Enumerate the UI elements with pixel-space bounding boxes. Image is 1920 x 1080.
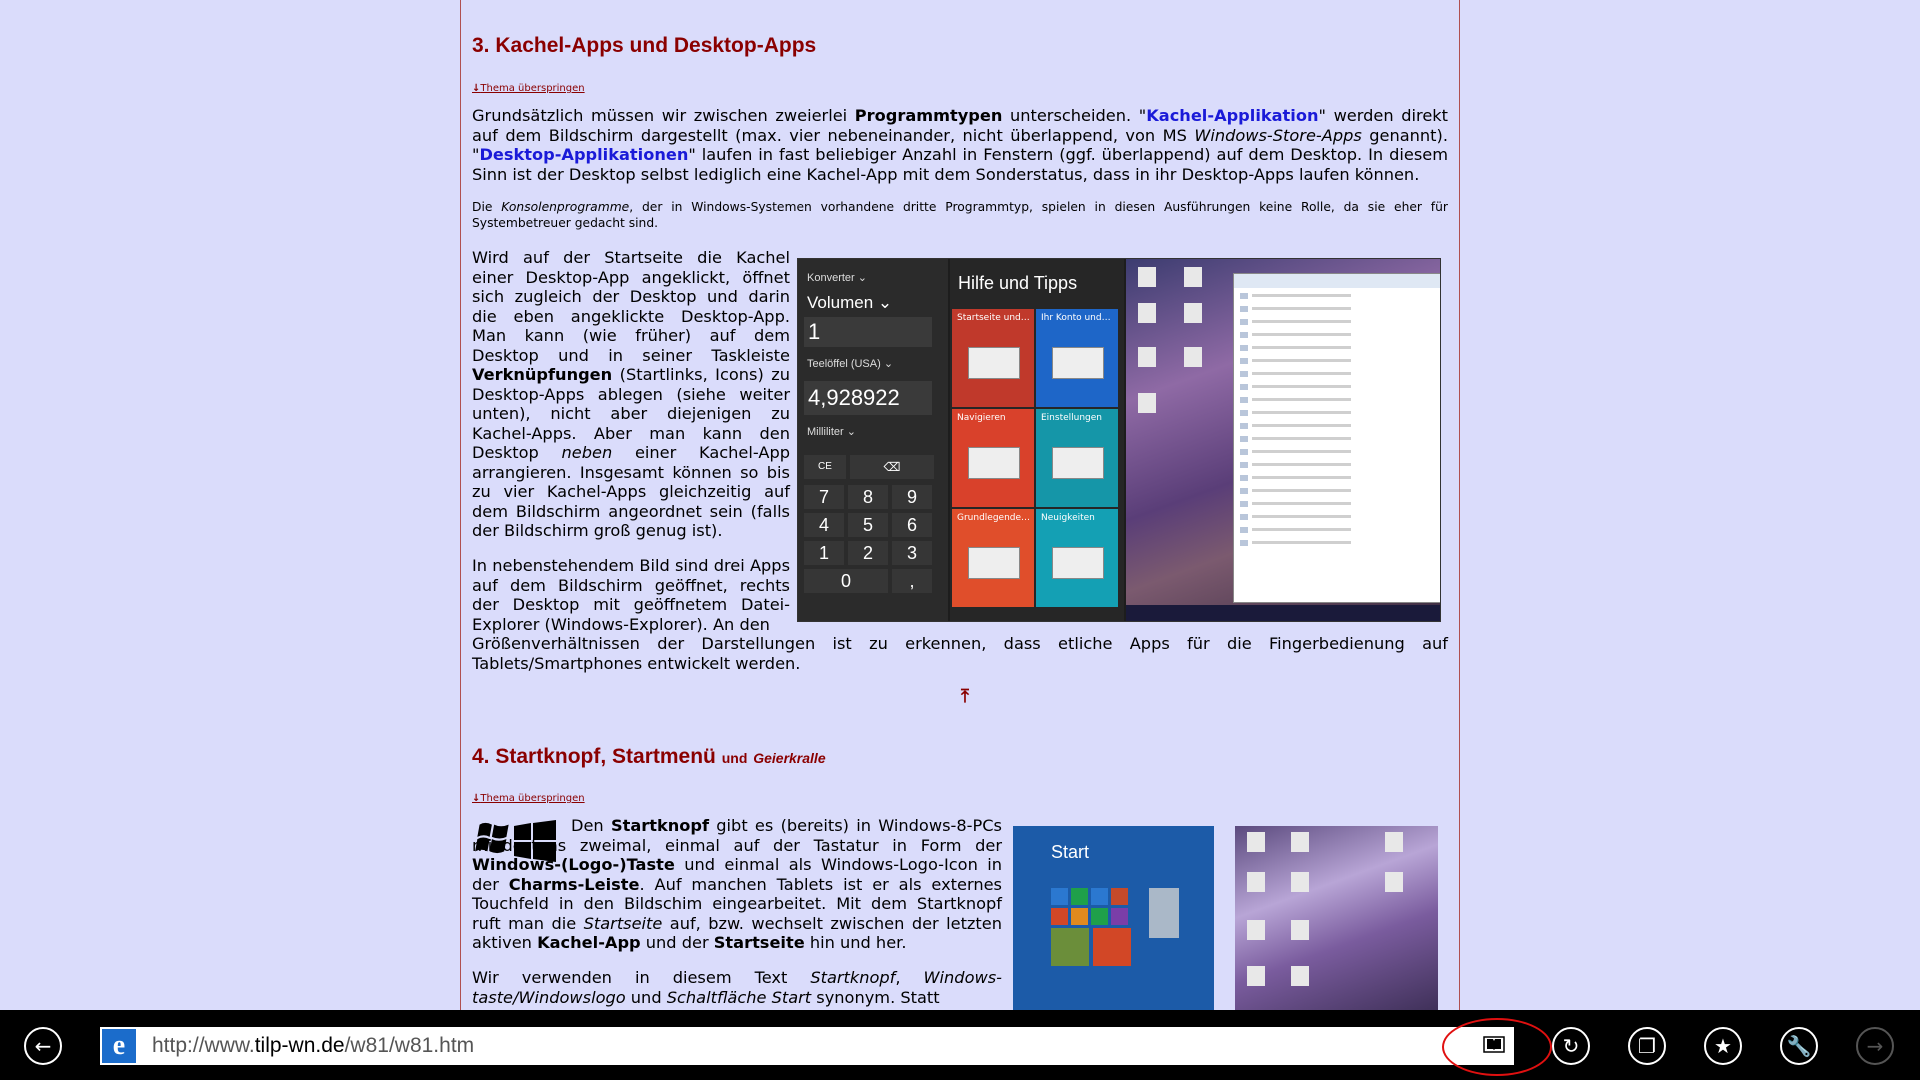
paragraph-synonyms: Wir verwenden in diesem Text Startknopf, Windows-taste/Windowslogo und Schaltfläche Start synonym. Statt (472, 968, 1003, 1007)
section-4-heading: 4. Startknopf, Startmenü und Geierkralle (472, 745, 826, 768)
paragraph-three-apps: In nebenstehendem Bild sind drei Apps auf dem Bildschirm geöffnet, rechts der Desktop mit geöffnetem Datei-Explorer (Windows-Explorer). An den (472, 556, 790, 634)
paragraph-program-types: Grundsätzlich müssen wir zwischen zweierlei Programmtypen unterscheiden. "Kachel-Applikation" werden direkt auf dem Bildschirm dargestellt (max. vier nebeneinander, nicht überlappend, von MS Windows-Store-Apps genannt). "Desktop-Applikationen" laufen in fast beliebiger Anzahl in Fenstern (ggf. überlappend) auf dem Desktop. In diesem Sinn ist der Desktop selbst lediglich eine Kachel-App mit dem Sonderstatus, dass in ihr Desktop-Apps laufen können. (472, 106, 1449, 184)
tabs-icon: ❐ (1638, 1034, 1656, 1058)
refresh-icon: ↻ (1562, 1034, 1580, 1058)
paragraph-console: Die Konsolenprogramme, der in Windows-Systemen vorhandene dritte Programmtyp, spielen in diesen Ausführungen keine Rolle, da sie eher für Systembetreuer gedacht sind. (472, 200, 1448, 230)
back-arrow-icon: ← (34, 1034, 52, 1058)
ie-logo-icon: e (102, 1029, 136, 1063)
skip-link-label[interactable]: Thema überspringen (480, 83, 585, 94)
favorites-button[interactable] (1704, 1027, 1742, 1065)
refresh-button[interactable] (1552, 1027, 1590, 1065)
forward-arrow-icon: → (1866, 1034, 1884, 1058)
skip-link-3[interactable] (472, 76, 1448, 95)
taskbar (1126, 605, 1440, 621)
web-page (460, 0, 1460, 1010)
section-4 (472, 745, 1448, 769)
url-text[interactable]: http://www.tilp-wn.de/w81/w81.htm (152, 1034, 475, 1057)
tabs-button[interactable] (1628, 1027, 1666, 1065)
apps-screenshot (797, 258, 1441, 622)
star-icon: ★ (1714, 1034, 1732, 1058)
desktop-app (1126, 259, 1440, 621)
down-arrow-icon: ↓ (472, 793, 481, 804)
paragraph-startknopf: Den Startknopf gibt es (bereits) in Windows-8-PCs mindestens zweimal, einmal auf der Tastatur in Form der Windows-(Logo-)Taste und einmal als Windows-Logo-Icon in der Charms-Leiste. Auf manchen Tablets ist er als externes Touchfeld in den Bildschim eingearbeitet. Mit dem Startknopf ruft man die Startseite auf, bzw. wechselt zwischen der letzten aktiven Kachel-App und der Startseite hin und her. (472, 816, 1002, 952)
forward-button[interactable] (1856, 1027, 1894, 1065)
paragraph-desktop-app: Wird auf der Startseite die Kachel einer Desktop-App angeklickt, öffnet sich zugleich der Desktop und darin die eben angeklickte Desktop-App. Man kann (wie früher) auf dem Desktop und in seiner Taskleiste Verknüpfungen (Startlinks, Icons) zu Desktop-Apps ablegen (siehe weiter unten), nicht aber diejenigen zu Kachel-Apps. Aber man kann den Desktop neben einer Kachel-App arrangieren. Insgesamt können so bis zu vier Kachel-Apps gleichzeitig auf dem Bildschirm angeordnet sein (falls der Bildschirm groß genug ist). (472, 248, 790, 540)
highlight-circle (1442, 1018, 1552, 1076)
calculator-app: Konverter ⌄ Volumen ⌄ 1 Teelöffel (USA) ⌄ 4,928922 Milliliter ⌄ CE ⌫ 7 8 9 4 5 6 1 2 3 0 , (798, 259, 948, 621)
skip-link-label[interactable]: Thema überspringen (480, 793, 585, 804)
help-tips-app: Hilfe und Tipps Startseite und… Ihr Konto und… Navigieren Einstellungen Grundlegende… Neuigkeiten (950, 259, 1124, 621)
paragraph-three-apps-cont: Größenverhältnissen der Darstellungen ist zu erkennen, dass etliche Apps für die Fingerbedienung auf Tablets/Smartphones entwickelt werden. (472, 634, 1448, 673)
kachel-applikation-link[interactable]: Kachel-Applikation (1146, 106, 1319, 125)
down-arrow-icon: ↓ (472, 83, 481, 94)
back-button[interactable] (24, 1027, 62, 1065)
desktop-applikationen-link[interactable]: Desktop-Applikationen (479, 145, 689, 164)
wrench-icon: 🔧 (1786, 1034, 1812, 1058)
section-3-heading: 3. Kachel-Apps und Desktop-Apps (472, 34, 817, 57)
page-tools-button[interactable] (1780, 1027, 1818, 1065)
address-bar[interactable] (100, 1027, 1514, 1065)
file-explorer-window (1233, 273, 1441, 603)
skip-link-4[interactable] (472, 786, 1448, 805)
desktop-screenshot (1235, 826, 1438, 1010)
start-screen-screenshot: Start (1013, 826, 1214, 1010)
section-3 (472, 34, 1448, 58)
back-to-top-icon[interactable]: ⤒ (961, 686, 969, 707)
